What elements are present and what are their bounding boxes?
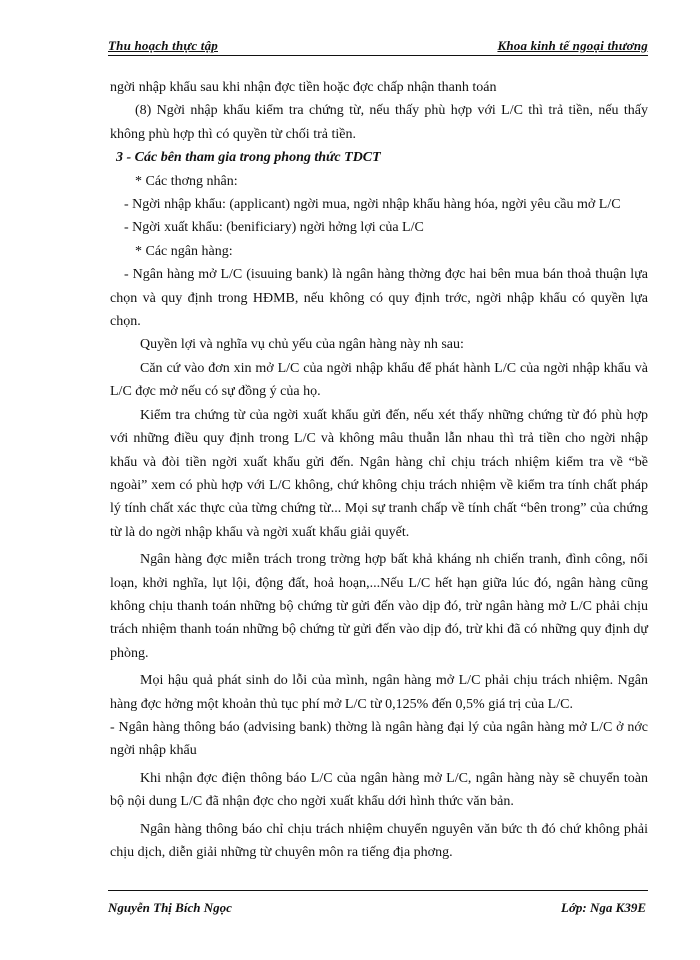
header-left-text: Thu hoạch thực tập — [108, 38, 218, 53]
header-rule — [108, 55, 648, 56]
header-right-text: Khoa kinh tế ngoại thương — [497, 38, 648, 53]
paragraph-rights-duties: Quyền lợi và nghĩa vụ chủ yếu của ngân hàng này nh sau: — [140, 337, 464, 353]
document-body — [110, 76, 648, 864]
paragraph-advising-bank: - Ngân hàng thông báo (advising bank) thờng là ngân hàng đại lý của ngân hàng mở L/C ở nớc ngời nhập khẩu — [110, 719, 648, 759]
footer-class: Lớp: Nga K39E — [561, 900, 646, 915]
paragraph-force-majeure: Ngân hàng đợc miễn trách trong trờng hợp bất khả kháng nh chiến tranh, đình công, nổi loạn, khởi nghĩa, lụt lội, động đất, hoả hoạn,...Nếu L/C hết hạn giữa lúc đó, ngân hàng cũng không chịu thanh toán những bộ chứng từ gửi đến vào dịp đó, trừ ngân hàng mở L/C phải chịu trách nhiệm thanh toán những bộ chứng từ gửi đến vào dịp đó, trừ khi đã có những quy định dự phòng. — [110, 552, 648, 661]
paragraph-step-8: (8) Ngời nhập khẩu kiểm tra chứng từ, nếu thấy phù hợp với L/C thì trả tiền, nếu thấy không phù hợp thì có quyền từ chối trả tiền. — [110, 103, 648, 142]
footer-rule — [108, 890, 648, 891]
paragraph-document-check: Kiểm tra chứng từ của ngời xuất khẩu gửi đến, nếu xét thấy những chứng từ đó phù hợp với những điều quy định trong L/C và không mâu thuẫn lẫn nhau thì trả tiền cho ngời nhập khẩu và đòi tiền ngời xuất khẩu gửi đến. Ngân hàng chỉ chịu trách nhiệm kiểm tra về “bề ngoài” xem có phù hợp với L/C không, chứ không chịu trách nhiệm về kiểm tra tính chất pháp lý tính chất xác thực của từng chứng từ... Mọi sự tranh chấp về tính chất “bên trong” của chứng từ là do ngời nhập khẩu và ngời xuất khẩu giải quyết. — [110, 407, 648, 540]
paragraph-advising-notice: Khi nhận đợc điện thông báo L/C của ngân hàng mở L/C, ngân hàng này sẽ chuyển toàn bộ nội dung L/C đã nhận đợc cho ngời xuất khẩu dới hình thức văn bản. — [110, 770, 648, 810]
paragraph-banks: * Các ngân hàng: — [135, 243, 233, 259]
paragraph-traders: * Các thơng nhân: — [135, 173, 238, 189]
paragraph-basis: Căn cứ vào đơn xin mở L/C của ngời nhập khẩu để phát hành L/C của ngời nhập khẩu và L/C đợc mở nếu có sự đồng ý của họ. — [110, 360, 648, 400]
paragraph-liability: Mọi hậu quả phát sinh do lỗi của mình, ngân hàng mở L/C phải chịu trách nhiệm. Ngân hàng đợc hởng một khoản thủ tục phí mở L/C từ 0,125% đến 0,5% giá trị của L/C. — [110, 673, 648, 712]
paragraph-continuation: ngời nhập khẩu sau khi nhận đợc tiền hoặc đợc chấp nhận thanh toán — [110, 80, 497, 95]
running-header — [108, 38, 648, 60]
running-footer — [108, 890, 648, 920]
section-heading: 3 - Các bên tham gia trong phong thức TDCT — [116, 150, 381, 166]
paragraph-importer: - Ngời nhập khẩu: (applicant) ngời mua, ngời nhập khẩu hàng hóa, ngời yêu cầu mở L/C — [124, 197, 621, 213]
paragraph-issuing-bank: - Ngân hàng mở L/C (isuuing bank) là ngân hàng thờng đợc hai bên mua bán thoả thuận lựa chọn và quy định trong HĐMB, nếu không có quy định trớc, ngời nhập khẩu có quyền lựa chọn. — [110, 267, 648, 330]
footer-author: Nguyễn Thị Bích Ngọc — [108, 900, 232, 915]
paragraph-exporter: - Ngời xuất khẩu: (benificiary) ngời hởng lợi của L/C — [124, 220, 424, 236]
paragraph-advising-responsibility: Ngân hàng thông báo chỉ chịu trách nhiệm chuyển nguyên văn bức th đó chứ không phải chịu dịch, diễn giải những từ chuyên môn ra tiếng địa phơng. — [110, 821, 648, 860]
